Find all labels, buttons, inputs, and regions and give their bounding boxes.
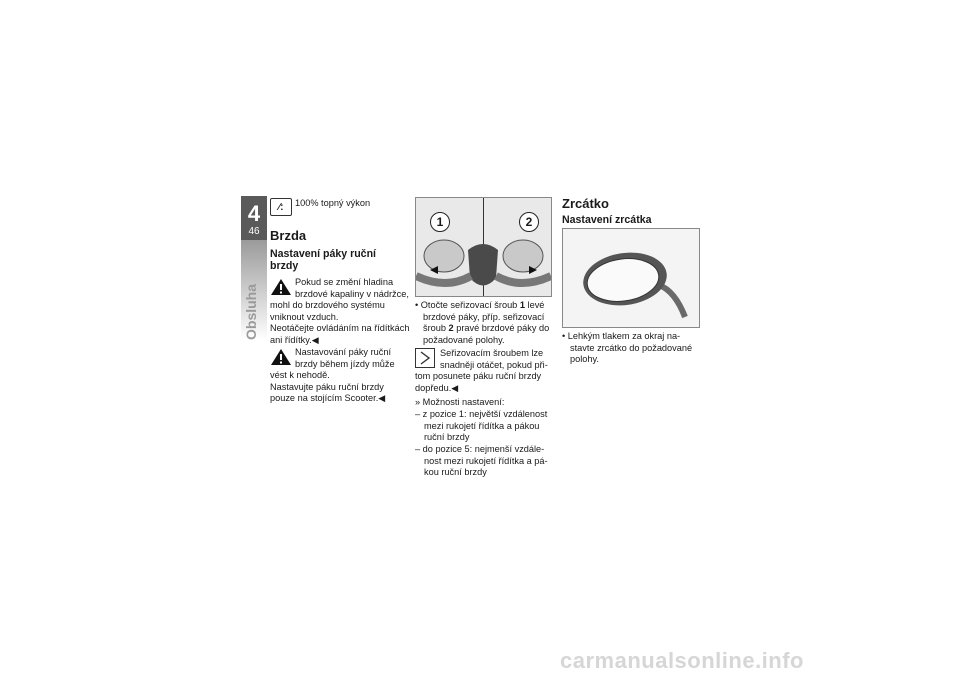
mirror-subtitle: Nastavení zrcátka (562, 214, 652, 226)
mirror-illustration (563, 229, 699, 327)
warning-2-head: Nastavování páky ruční brzdy během jízdy může (295, 347, 395, 369)
section-title-brake: Brzda (270, 228, 307, 243)
mirror-figure (562, 228, 700, 328)
warning-icon (270, 348, 292, 366)
adjust-step: • Otočte seřizovací šroub 1 levé brzdové páky, příp. seřizovací šroub 2 pravé brzdové páky do požadované polohy. (415, 300, 550, 345)
mirror-step: • Lehkým tlakem za okraj na- stavte zrcátko do požadované polohy. (562, 331, 693, 365)
end-mark-icon: ◀ (378, 393, 386, 404)
end-mark-icon: ◀ (311, 334, 319, 345)
chapter-number: 4 (241, 196, 267, 236)
subtitle-line-1: Nastavení páky ruční (270, 248, 376, 260)
option-2: – do pozice 5: nejmenší vzdále- nost mezi rukojetí řídítka a pá- kou ruční brzdy (415, 444, 548, 478)
subtitle-line-2: brzdy (270, 260, 299, 272)
tip-head: Seřizovacím šroubem lze snadněji otáčet, pokud při- (440, 348, 548, 370)
section-title-mirror: Zrcátko (562, 196, 609, 211)
watermark: carmanualsonline.info (560, 648, 804, 673)
tip-icon (415, 348, 435, 368)
warning-1-head: Pokud se změní hladina brzdové kapaliny v nádržce, (295, 277, 409, 299)
section-label: Obsluha (243, 283, 259, 340)
warning-1-body: mohl do brzdového systému vniknout vzduch. Neotáčejte ovládáním na řídítkách ani řídítky.◀ (270, 300, 410, 345)
callout-2: 2 (519, 212, 539, 232)
options-title: » Možnosti nastavení: (415, 397, 505, 407)
fuel-label: 100% topný výkon (295, 198, 371, 208)
warning-icon (270, 278, 292, 296)
callout-1: 1 (430, 212, 450, 232)
end-mark-icon: ◀ (451, 382, 459, 393)
brake-lever-figure (415, 197, 552, 297)
warning-2-body: vést k nehodě. Nastavujte páku ruční brzdy pouze na stojícím Scooter.◀ (270, 370, 386, 404)
page-number: 46 (241, 226, 267, 240)
option-1: – z pozice 1: největší vzdálenost mezi rukojetí řídítka a pákou ruční brzdy (415, 409, 548, 443)
tip-body: tom posunete páku ruční brzdy dopředu.◀ (415, 371, 542, 393)
fuel-gauge-icon: ⁄: (270, 198, 292, 216)
